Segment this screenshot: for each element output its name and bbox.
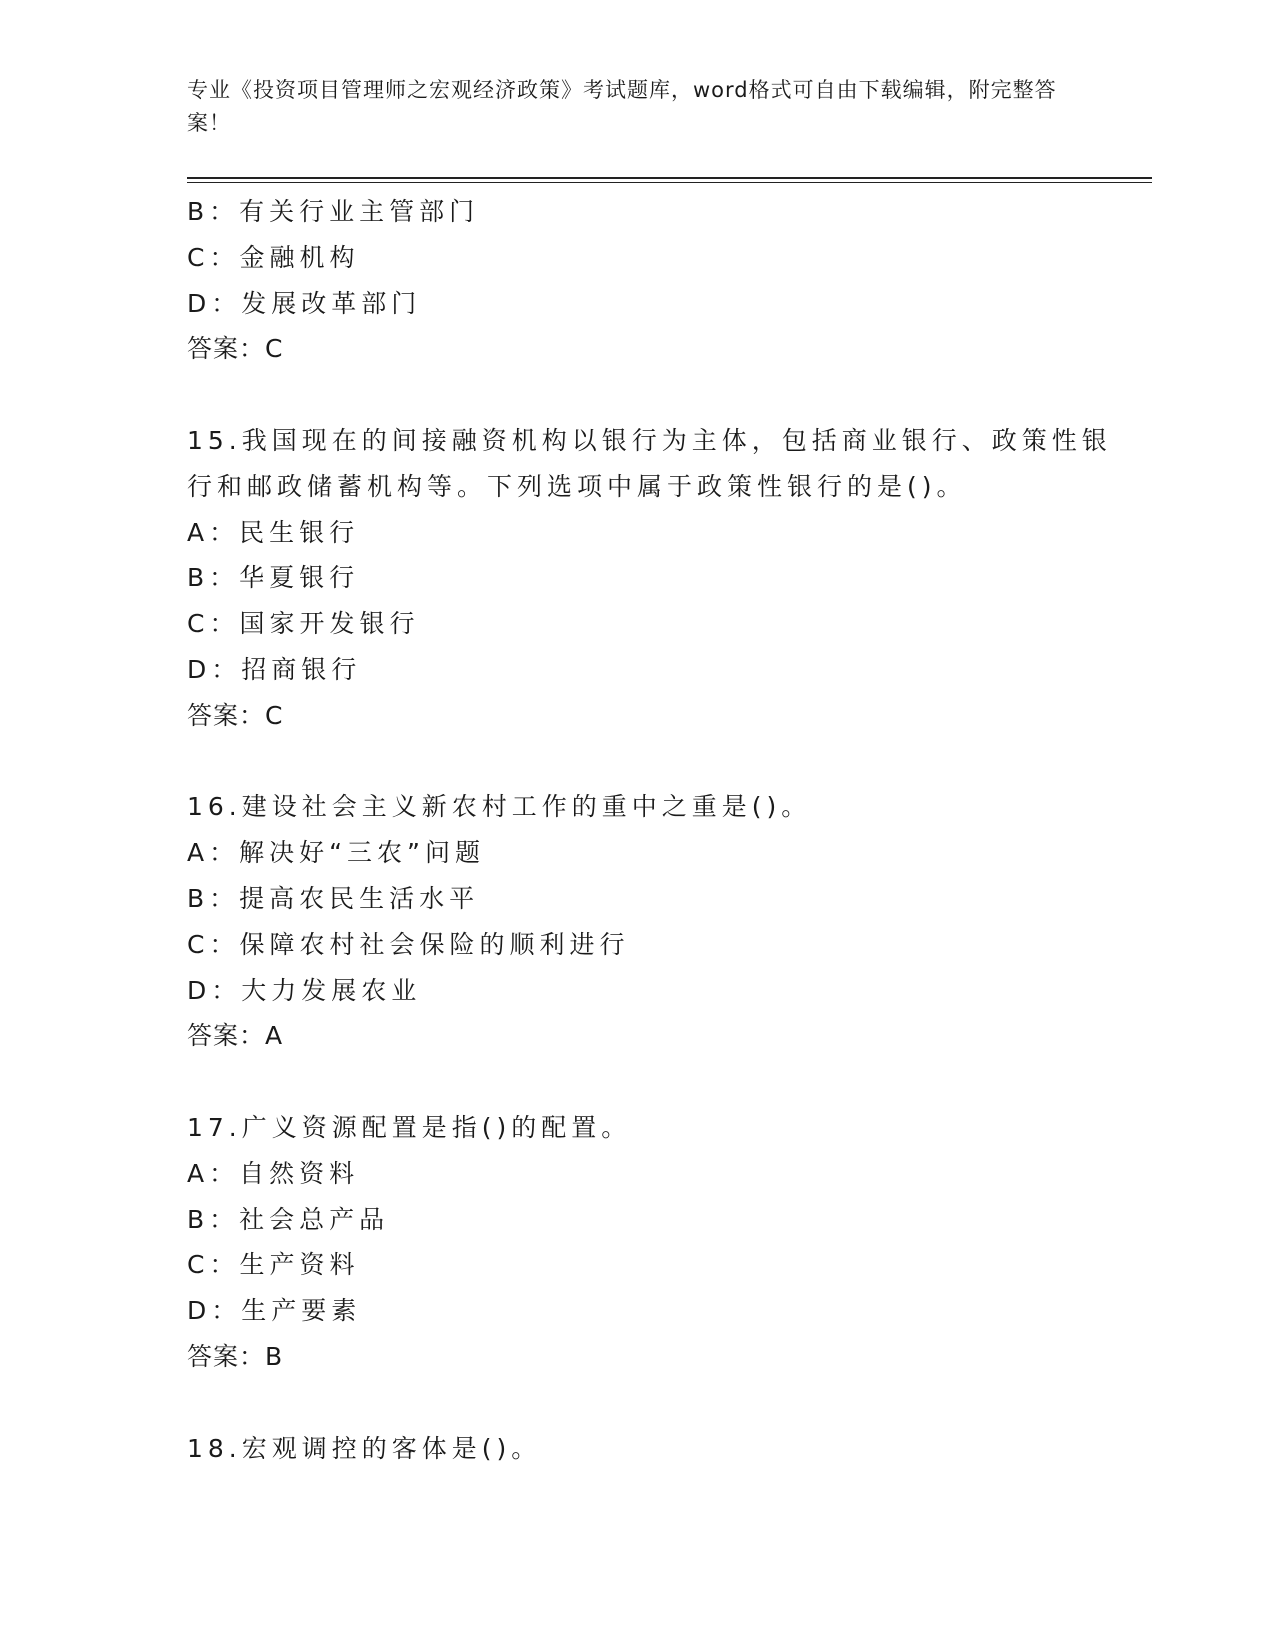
spacer — [187, 1380, 1087, 1426]
spacer — [187, 739, 1087, 785]
option-c: C：生产资料 — [187, 1250, 360, 1280]
document-header-note: 专业《投资项目管理师之宏观经济政策》考试题库，word格式可自由下载编辑，附完整答案！ — [187, 78, 1057, 135]
question-block — [187, 1426, 1087, 1472]
header-divider-thin — [187, 182, 1152, 183]
answer-line: 答案：C — [187, 700, 284, 730]
header-divider — [187, 177, 1152, 179]
question-stem: 15.我国现在的间接融资机构以银行为主体，包括商业银行、政策性银 — [187, 425, 1112, 455]
question-stem: 16.建设社会主义新农村工作的重中之重是()。 — [187, 792, 812, 822]
question-block — [187, 784, 1087, 1059]
option-d: D：生产要素 — [187, 1296, 362, 1326]
question-block — [187, 418, 1112, 739]
option-b: B：社会总产品 — [187, 1204, 390, 1234]
option-d: D：大力发展农业 — [187, 975, 422, 1005]
question-block — [187, 1105, 1087, 1380]
question-stem-continued: 行和邮政储蓄机构等。下列选项中属于政策性银行的是()。 — [187, 471, 967, 501]
option-b: B：提高农民生活水平 — [187, 883, 480, 913]
spacer — [187, 372, 1087, 418]
option-a: A：民生银行 — [187, 517, 360, 547]
spacer — [187, 1059, 1087, 1105]
option-a: A：自然资料 — [187, 1158, 360, 1188]
question-stem: 17.广义资源配置是指()的配置。 — [187, 1112, 632, 1142]
option-b: B：华夏银行 — [187, 563, 360, 593]
answer-line: 答案：C — [187, 334, 284, 364]
question-stem: 18.宏观调控的客体是()。 — [187, 1433, 542, 1463]
option-c: C：金融机构 — [187, 242, 360, 272]
option-c: C：国家开发银行 — [187, 609, 420, 639]
option-a: A：解决好“三农”问题 — [187, 838, 486, 868]
option-d: D：招商银行 — [187, 654, 362, 684]
question-block — [187, 189, 1087, 372]
answer-line: 答案：A — [187, 1021, 284, 1051]
option-d: D：发展改革部门 — [187, 288, 422, 318]
question-list — [187, 189, 1112, 1471]
option-b: B：有关行业主管部门 — [187, 197, 480, 226]
option-c: C：保障农村社会保险的顺利进行 — [187, 929, 630, 959]
answer-line: 答案：B — [187, 1341, 284, 1371]
